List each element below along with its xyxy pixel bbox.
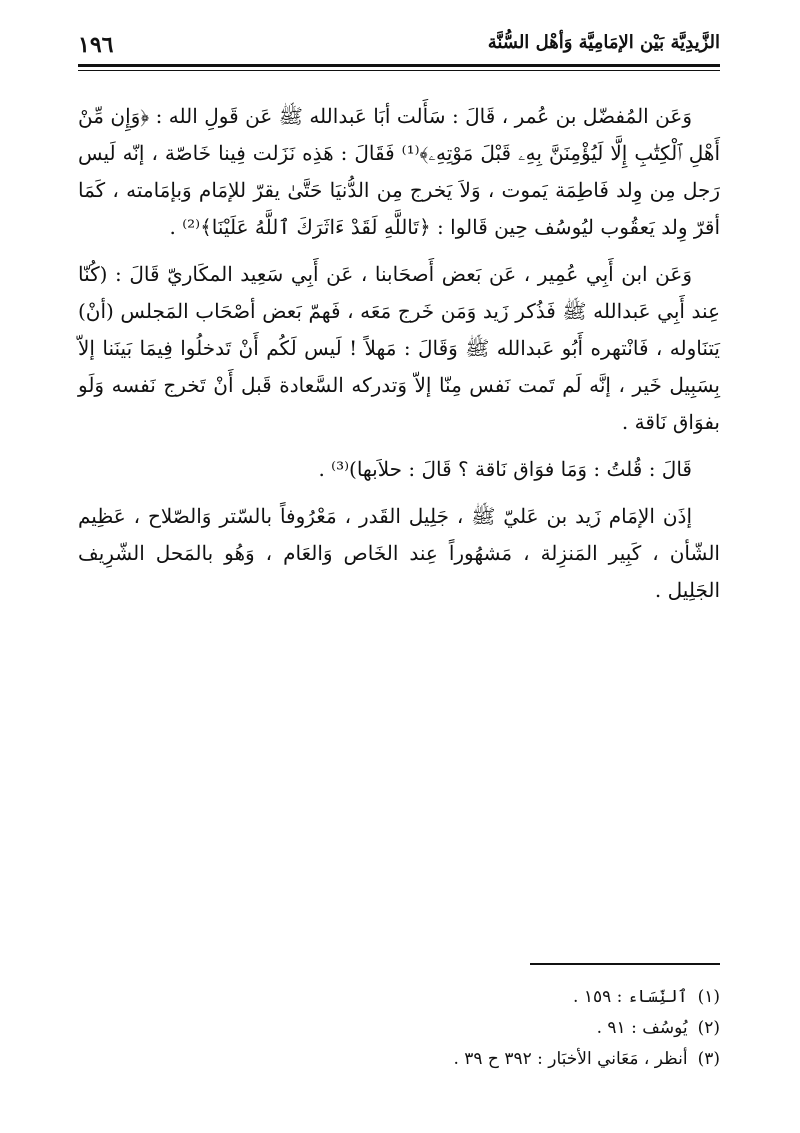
- header-rule: [78, 64, 720, 67]
- footnotes: [78, 982, 720, 1075]
- page-header: [78, 28, 720, 68]
- footnote-number: (٣): [697, 1049, 720, 1069]
- footnote-text: يُوسُف : ٩١ .: [596, 1018, 688, 1038]
- footnote-number: (٢): [697, 1018, 720, 1038]
- footnote-number: (١): [697, 987, 720, 1007]
- footnote-separator: [530, 963, 720, 965]
- footnote-text: ٱلنِّسَاء : ١٥٩ .: [573, 987, 688, 1007]
- footnote-3: [78, 1044, 720, 1075]
- page-number: ١٩٦: [78, 32, 114, 58]
- header-rule-thin: [78, 70, 720, 71]
- paragraph-3: قَالَ : قُلتُ : وَمَا فوَاق نَاقة ؟ قَالَ : حلاَبها)⁽³⁾ .: [318, 457, 692, 481]
- paragraph-1: وَعَن المُفضّل بن عُمر ، قَالَ : سَأَلت أبَا عَبدالله ﷺ عَن قَولِ الله : ﴿وَإِن مِّنْ أَهْلِ ٱلْكِتَٰبِ إِلَّا لَيُؤْمِنَنَّ بِهِۦ قَبْلَ مَوْتِهِۦ﴾⁽¹⁾ فَقَالَ : هَذِه نَزَلت فِينا خَاصّة ، إنّه لَيس رَجل مِن وِلد فَاطِمَة يَموت ، وَلاَ يَخرج مِن الدُّنيَا حَتَّىٰ يقرّ للإمَام وَبإمَامته ، كَمَا أقرّ وِلد يَعقُوب ليُوسُف حِين قَالوا : ﴿تَاللَّهِ لَقَدْ ءَاثَرَكَ ٱللَّهُ عَلَيْنَا﴾⁽²⁾ .: [78, 104, 720, 239]
- main-text: [78, 98, 720, 619]
- footnote-text: أنظر ، مَعَاني الأخبَار : ٣٩٢ ح ٣٩ .: [453, 1049, 688, 1069]
- footnote-2: [78, 1013, 720, 1044]
- paragraph-4: إذَن الإمَام زَيد بن عَليّ ﷺ ، جَلِيل القَدر ، مَعْرُوفاً بالسّتر وَالصّلاح ، عَظِيم الشّأن ، كَبِير المَنزِلة ، مَشهُوراً عِند الخَاص وَالعَام ، وَهُو بالمَحل الشّرِيف الجَلِيل .: [78, 504, 720, 602]
- footnote-1: [78, 982, 720, 1013]
- running-title: الزَّيدِيَّة بَيْن الإمَامِيَّة وَأهْل السُّنَّة: [487, 32, 720, 53]
- paragraph-2: وَعَن ابن أَبِي عُمِير ، عَن بَعض أَصحَابنا ، عَن أَبِي سَعِيد المكَاريّ قَالَ : (كُنّا عِند أَبِي عَبدالله ﷺ فَذُكر زَيد وَمَن خَرج مَعَه ، فَهمّ بَعض أصْحَاب المَجلس (أنْ) يَتنَاوله ، فَانْتهره أَبُو عَبدالله ﷺ وَقَالَ : مَهلاً ! لَيس لَكُم أَنْ تَدخلُوا فِيمَا بَينَنا إلاّ بِسَبِيل خَير ، إنَّه لَم تَمت نَفس مِنّا إلاّ وَتدركه السَّعادة قَبل أَنْ تَخرج نَفسه وَلَو بفوَاق نَاقة .: [78, 262, 720, 434]
